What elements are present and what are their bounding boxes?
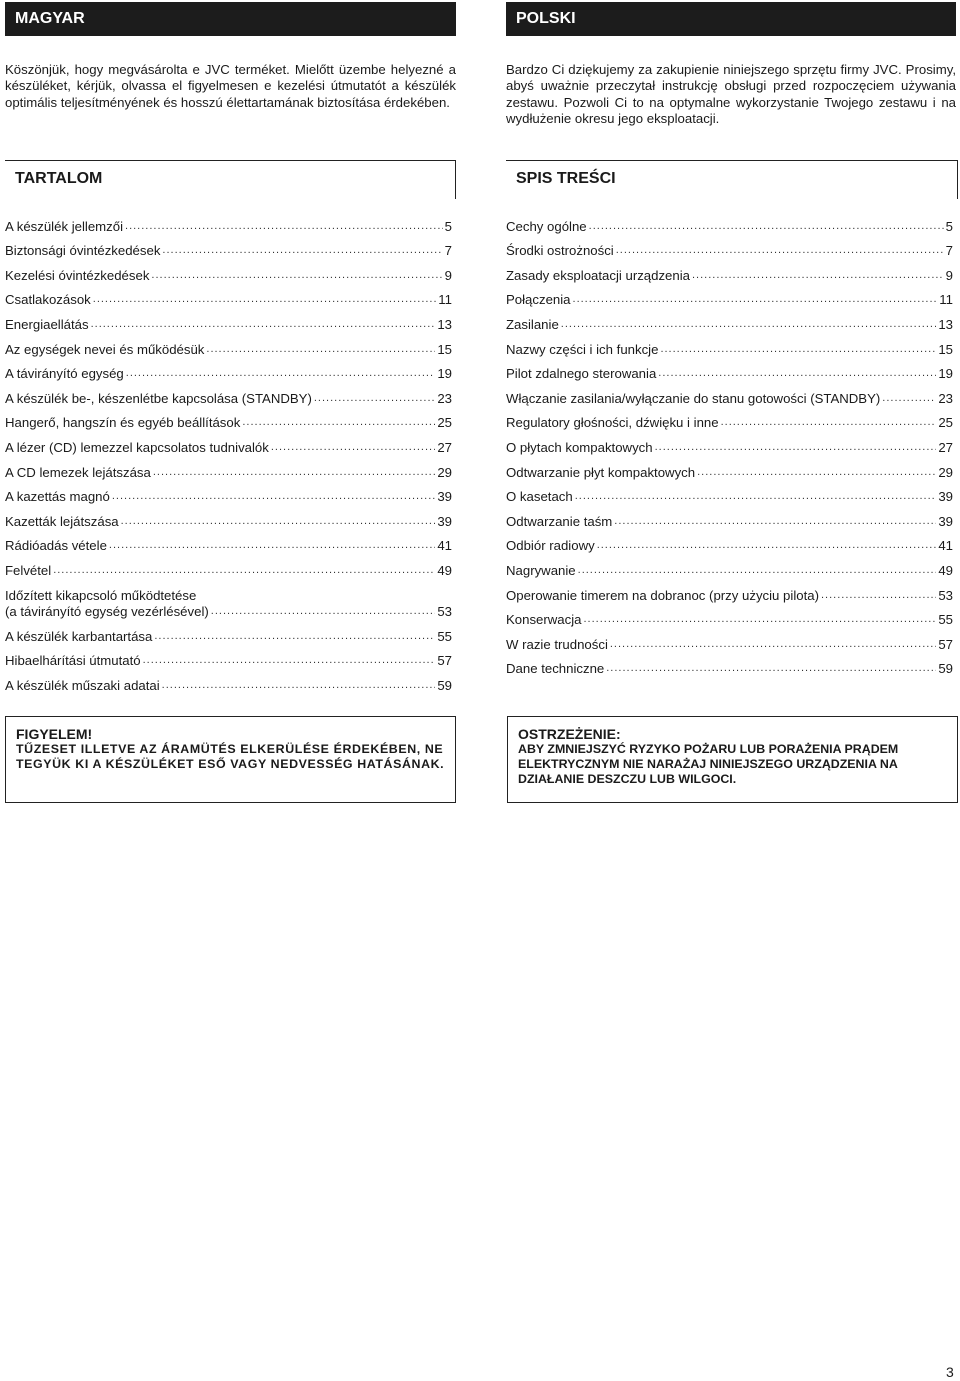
warning-text: ABY ZMNIEJSZYĆ RYZYKO POŻARU LUB PORAŻENIA PRĄDEM ELEKTRYCZNYM NIE NARAŻAJ NINIEJSZEGO URZĄDZENIA NA DZIAŁANIE DESZCZU LUB WILGOCI. (518, 742, 899, 786)
toc-entry-page: 25 (437, 415, 452, 431)
toc-entry (506, 604, 953, 629)
toc-leader-dots (658, 368, 936, 379)
toc-leader-dots (153, 467, 435, 478)
toc-leader-dots (589, 221, 944, 232)
toc-entry-title: Zasady eksploatacji urządzenia (506, 267, 690, 283)
toc-entry-page: 9 (444, 267, 452, 283)
toc-entry-page: 49 (938, 562, 953, 578)
toc-leader-dots (206, 344, 435, 355)
toc-entry-page: 59 (938, 661, 953, 677)
toc-entry-page: 27 (938, 439, 953, 455)
toc-entry-title: A készülék karbantartása (5, 628, 153, 644)
toc-entry (5, 308, 452, 333)
toc-leader-dots (821, 590, 936, 601)
toc-leader-dots (606, 663, 936, 674)
toc-leader-dots (597, 540, 937, 551)
toc-entry-page: 27 (437, 439, 452, 455)
toc-list-hungarian (5, 210, 452, 694)
toc-entry (506, 210, 953, 235)
toc-leader-dots (112, 491, 435, 502)
toc-entry-title: Felvétel (5, 562, 52, 578)
toc-entry (5, 481, 452, 506)
toc-entry (506, 530, 953, 555)
toc-entry (506, 235, 953, 260)
toc-entry-page: 13 (437, 316, 452, 332)
toc-entry-title: Cechy ogólne (506, 218, 587, 234)
intro-paragraph-polish: Bardzo Ci dziękujemy za zakupienie niniejszego sprzętu firmy JVC. Prosimy, abyś uważnie przeczytał instrukcję obsługi przed rozpoczęciem używania zestawu. Pozwoli Ci to na optymalne wykorzystanie Twojego zestawu i na wydłużenie okresu jego eksploatacji. (506, 62, 956, 126)
toc-entry (506, 554, 953, 579)
toc-entry-page: 55 (437, 628, 452, 644)
toc-entry-title: O kasetach (506, 489, 573, 505)
toc-entry-title: Regulatory głośności, dźwięku i inne (506, 415, 719, 431)
toc-entry (506, 481, 953, 506)
toc-entry-title: A lézer (CD) lemezzel kapcsolatos tudnivalók (5, 439, 269, 455)
toc-entry-page: 55 (938, 612, 953, 628)
toc-entry-page: 5 (945, 218, 953, 234)
toc-heading-polish: SPIS TREŚCI (506, 160, 958, 199)
toc-entry-title: Włączanie zasilania/wyłączanie do stanu gotowości (STANDBY) (506, 390, 881, 406)
toc-entry-title: Środki ostrożności (506, 243, 614, 259)
toc-leader-dots (610, 639, 936, 650)
toc-entry (5, 505, 452, 530)
toc-entry-page: 39 (437, 489, 452, 505)
toc-leader-dots (697, 467, 936, 478)
toc-entry-page: 29 (437, 464, 452, 480)
toc-entry (506, 259, 953, 284)
toc-entry-title: Hangerő, hangszín és egyéb beállítások (5, 415, 241, 431)
toc-entry (506, 505, 953, 530)
toc-leader-dots (561, 319, 937, 330)
toc-leader-dots (614, 516, 936, 527)
toc-entry-title: A készülék be-, készenlétbe kapcsolása (STANDBY) (5, 390, 312, 406)
toc-entry-title: Odtwarzanie płyt kompaktowych (506, 464, 696, 480)
toc-entry-page: 9 (945, 267, 953, 283)
toc-entry-title: Połączenia (506, 292, 571, 308)
toc-leader-dots (573, 294, 938, 305)
toc-leader-dots (162, 245, 442, 256)
toc-entry (506, 333, 953, 358)
intro-paragraph-hungarian: Köszönjük, hogy megvásárolta e JVC terméket. Mielőtt üzembe helyezné a készüléket, kérjük, olvassa el figyelmesen e kezelési útmutatót a készülék optimális teljesítményének és hosszú élettartamának biztosítása érdekében. (5, 62, 456, 110)
toc-leader-dots (53, 565, 435, 576)
toc-entry-title: Kazetták lejátszása (5, 513, 119, 529)
toc-leader-dots (882, 393, 936, 404)
toc-entry-page: 39 (938, 489, 953, 505)
toc-leader-dots (125, 221, 443, 232)
toc-leader-dots (314, 393, 435, 404)
toc-entry-page: 15 (437, 341, 452, 357)
toc-leader-dots (93, 294, 437, 305)
toc-leader-dots (91, 319, 436, 330)
toc-entry-page: 29 (938, 464, 953, 480)
toc-entry-page: 23 (437, 390, 452, 406)
toc-entry (5, 284, 452, 309)
toc-entry (5, 431, 452, 456)
toc-entry-title: A kazettás magnó (5, 489, 110, 505)
toc-entry (5, 333, 452, 358)
toc-entry-page: 25 (938, 415, 953, 431)
toc-entry (5, 645, 452, 670)
toc-leader-dots (109, 540, 435, 551)
toc-entry-title: W razie trudności (506, 636, 608, 652)
warning-box-hungarian (5, 716, 456, 803)
toc-leader-dots (151, 270, 442, 281)
toc-entry (5, 210, 452, 235)
toc-entry-title: Dane techniczne (506, 661, 605, 677)
toc-entry-page: 19 (938, 366, 953, 382)
toc-entry (506, 284, 953, 309)
language-header-polish: POLSKI (506, 2, 956, 36)
toc-entry-title: A CD lemezek lejátszása (5, 464, 151, 480)
warning-title: FIGYELEM! (16, 726, 93, 742)
toc-entry-page: 23 (938, 390, 953, 406)
toc-leader-dots (242, 417, 435, 428)
toc-leader-dots (575, 491, 937, 502)
toc-entry-page: 57 (437, 653, 452, 669)
toc-entry-title: Rádióadás vétele (5, 538, 107, 554)
toc-entry-title: O płytach kompaktowych (506, 439, 653, 455)
page-number: 3 (946, 1364, 954, 1380)
toc-entry (506, 382, 953, 407)
toc-leader-dots (584, 614, 937, 625)
toc-leader-dots (211, 606, 436, 617)
toc-entry-title: A távirányító egység (5, 366, 124, 382)
toc-leader-dots (154, 631, 435, 642)
toc-entry (5, 358, 452, 383)
toc-entry-title: Hibaelhárítási útmutató (5, 653, 141, 669)
toc-entry-title: Odbiór radiowy (506, 538, 595, 554)
toc-entry-page: 49 (437, 562, 452, 578)
toc-leader-dots (162, 680, 436, 691)
toc-entry-page: 59 (437, 677, 452, 693)
toc-entry (506, 653, 953, 678)
toc-entry-page: 7 (945, 243, 953, 259)
toc-entry (5, 579, 452, 620)
toc-entry-title: Kezelési óvintézkedések (5, 267, 150, 283)
toc-entry-page: 39 (437, 513, 452, 529)
toc-leader-dots (721, 417, 937, 428)
toc-entry (5, 235, 452, 260)
toc-entry (5, 456, 452, 481)
toc-entry-page: 41 (437, 538, 452, 554)
toc-entry (5, 554, 452, 579)
toc-entry-title: Az egységek nevei és működésük (5, 341, 205, 357)
toc-entry-title: Konserwacja (506, 612, 582, 628)
toc-entry-page: 11 (438, 292, 452, 308)
toc-entry-title: Időzített kikapcsoló működtetése (a távirányító egység vezérlésével) (5, 587, 209, 619)
toc-entry-title: Pilot zdalnego sterowania (506, 366, 657, 382)
toc-entry (506, 628, 953, 653)
warning-text: TŰZESET ILLETVE AZ ÁRAMÜTÉS ELKERÜLÉSE ÉRDEKÉBEN, NE TEGYÜK KI A KÉSZÜLÉKET ESŐ VAGY NEDVESSÉG HATÁSÁNAK. (16, 742, 445, 771)
toc-leader-dots (143, 655, 436, 666)
toc-entry-title: Operowanie timerem na dobranoc (przy użyciu pilota) (506, 587, 819, 603)
toc-entry-page: 15 (938, 341, 953, 357)
toc-entry-title: A készülék jellemzői (5, 218, 124, 234)
toc-entry-page: 39 (938, 513, 953, 529)
toc-entry (5, 259, 452, 284)
toc-entry-page: 41 (938, 538, 953, 554)
toc-leader-dots (578, 565, 937, 576)
toc-entry (506, 308, 953, 333)
toc-entry-title: Nazwy części i ich funkcje (506, 341, 659, 357)
toc-entry-page: 13 (938, 316, 953, 332)
toc-entry-page: 5 (444, 218, 452, 234)
toc-entry-page: 11 (939, 292, 953, 308)
toc-entry-title: Odtwarzanie taśm (506, 513, 613, 529)
toc-entry-title: Csatlakozások (5, 292, 91, 308)
warning-box-polish (507, 716, 958, 803)
toc-entry (506, 431, 953, 456)
toc-entry-page: 19 (437, 366, 452, 382)
toc-entry (5, 620, 452, 645)
toc-entry (5, 530, 452, 555)
toc-entry-title: A készülék műszaki adatai (5, 677, 160, 693)
toc-entry-page: 57 (938, 636, 953, 652)
toc-leader-dots (616, 245, 944, 256)
toc-entry-title: Energiaellátás (5, 316, 89, 332)
toc-list-polish (506, 210, 953, 677)
toc-heading-hungarian: TARTALOM (5, 160, 456, 199)
toc-leader-dots (692, 270, 944, 281)
warning-title: OSTRZEŻENIE: (518, 726, 621, 742)
toc-entry (5, 407, 452, 432)
toc-entry (506, 358, 953, 383)
toc-entry-page: 7 (444, 243, 452, 259)
toc-leader-dots (655, 442, 937, 453)
toc-entry-page: 53 (938, 587, 953, 603)
toc-entry (506, 579, 953, 604)
toc-leader-dots (271, 442, 435, 453)
toc-entry-title: Zasilanie (506, 316, 559, 332)
toc-entry (506, 456, 953, 481)
toc-entry-title: Biztonsági óvintézkedések (5, 243, 161, 259)
toc-entry (5, 669, 452, 694)
toc-entry-page: 53 (437, 603, 452, 619)
language-header-hungarian: MAGYAR (5, 2, 456, 36)
toc-leader-dots (121, 516, 436, 527)
toc-entry (5, 382, 452, 407)
toc-leader-dots (660, 344, 936, 355)
toc-leader-dots (126, 368, 436, 379)
toc-entry (506, 407, 953, 432)
toc-entry-title: Nagrywanie (506, 562, 576, 578)
